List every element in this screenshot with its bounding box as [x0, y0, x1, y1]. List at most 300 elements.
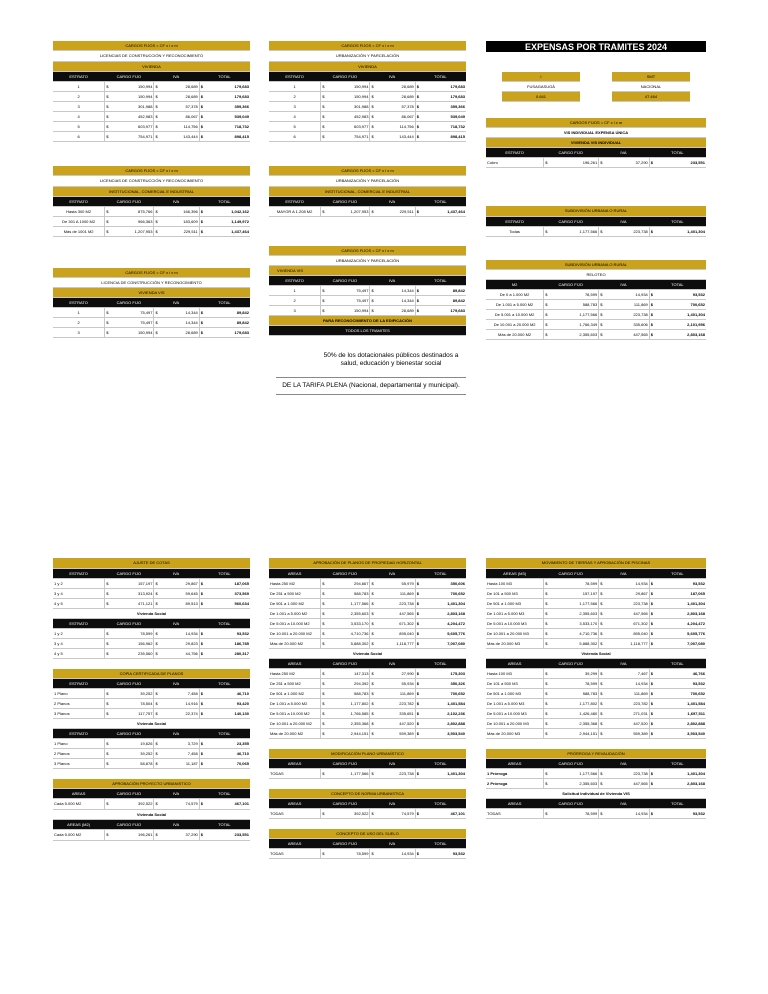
currency-symbol: $	[155, 801, 158, 806]
table-row	[269, 102, 466, 112]
cell-value: 14,934	[635, 291, 648, 297]
cell-cargo-fijo	[543, 729, 598, 738]
currency-symbol: $	[200, 83, 203, 89]
column-header-row	[269, 759, 466, 769]
cell-label: 2	[293, 297, 296, 303]
cell-value: 294,392	[354, 680, 369, 686]
currency-symbol: $	[200, 740, 203, 746]
column-header-iva: IVA	[389, 760, 396, 766]
currency-symbol: $	[200, 329, 203, 335]
cell-value: 700,652	[450, 690, 465, 696]
cell-iva	[369, 719, 414, 728]
cell-cargo-fijo	[104, 639, 153, 648]
column-header-total: TOTAL	[434, 198, 447, 204]
index-label-smt: SMT	[612, 72, 690, 82]
table-row	[53, 599, 250, 609]
currency-symbol: $	[600, 700, 603, 706]
currency-symbol: $	[600, 680, 603, 686]
table-row	[53, 699, 250, 709]
column-header-areas: AREAS	[507, 660, 522, 666]
band-urbanizacion-y-parcelacion	[269, 176, 466, 187]
cell-label: 3 y 4	[54, 640, 63, 646]
currency-symbol: $	[600, 159, 603, 165]
currency-symbol: $	[322, 123, 325, 129]
currency-symbol: $	[155, 600, 158, 606]
cell-value: 89,842	[236, 309, 249, 315]
currency-symbol: $	[155, 590, 158, 596]
index-name-nacional: NACIONAL	[612, 82, 690, 92]
table-row	[53, 82, 250, 92]
table-row	[53, 102, 250, 112]
cell-label: Más de 20.000 M2	[270, 730, 304, 736]
cell-label: De 1.001 a 5.000 M2	[495, 301, 534, 307]
cell-value: 898,415	[234, 133, 249, 139]
cell-iva	[153, 579, 198, 588]
currency-symbol: $	[650, 311, 654, 317]
cell-label: 5	[293, 123, 296, 129]
cell-value: 280,317	[234, 650, 249, 656]
cell-value: 157,197	[138, 580, 153, 586]
band-label: CARGOS FIJOS = CF x i x m	[125, 269, 178, 275]
cell-label: Más de 1001 M2	[63, 228, 94, 234]
column-header-total: TOTAL	[218, 299, 231, 305]
note-dotacionales: 50% de los dotacionales públicos destinados a salud, educación y bienestar social	[323, 352, 459, 368]
cell-cargo-fijo	[320, 599, 369, 608]
cell-value: 179,683	[450, 307, 465, 313]
band-urbanizacion-y-parcelacion	[269, 51, 466, 62]
currency-symbol: $	[650, 291, 654, 297]
currency-symbol: $	[155, 650, 158, 656]
cell-cargo-fijo	[543, 699, 598, 708]
cell-value: 93,532	[452, 850, 465, 856]
cell-value: 588,783	[582, 690, 598, 696]
cell-value: 143,444	[183, 133, 198, 139]
table-row	[269, 589, 466, 599]
cell-value: 1,177,802	[579, 700, 598, 706]
band-licencias-de-construccion-y-reconocimiento	[53, 176, 250, 187]
band-vivienda-vis	[269, 266, 466, 276]
cell-label: 1 Plano	[54, 740, 68, 746]
currency-symbol: $	[155, 740, 158, 746]
cell-total	[415, 639, 466, 648]
cell-total	[649, 609, 706, 618]
column-header-cargo-fijo: CARGO FIJO	[332, 660, 358, 666]
table-row	[53, 132, 250, 142]
cell-value: 1,697,511	[687, 710, 705, 716]
cell-value: 179,683	[234, 93, 249, 99]
cell-value: 301,988	[138, 103, 153, 109]
cell-label: 6	[293, 133, 296, 139]
cell-value: 78,599	[584, 291, 598, 297]
currency-symbol: $	[416, 810, 419, 816]
cell-iva	[153, 122, 198, 131]
currency-symbol: $	[155, 640, 158, 646]
currency-symbol: $	[200, 801, 203, 806]
currency-symbol: $	[371, 83, 374, 89]
cell-value: 754,971	[138, 133, 153, 139]
cell-total	[199, 759, 250, 768]
currency-symbol: $	[600, 590, 603, 596]
cell-value: 700,652	[690, 690, 705, 696]
band-urbanizacion-y-parcelacion	[269, 256, 466, 266]
table-row	[269, 92, 466, 102]
cell-total	[415, 102, 466, 111]
cell-label: 3	[293, 307, 296, 313]
cell-iva	[153, 709, 198, 718]
cell-cargo-fijo	[320, 609, 369, 618]
cell-label: Más de 20.000 M3	[487, 730, 521, 736]
cell-value: 2,355,368	[579, 720, 598, 726]
currency-symbol: $	[650, 590, 654, 596]
currency-symbol: $	[322, 710, 325, 716]
cell-cargo-fijo	[543, 158, 598, 167]
band-cargos-fijos-cf-x-i-x-m	[269, 246, 466, 256]
cell-iva	[598, 719, 649, 728]
currency-symbol: $	[106, 228, 109, 234]
currency-symbol: $	[416, 620, 419, 626]
cell-total	[415, 132, 466, 141]
cell-value: 1,207,953	[350, 208, 369, 214]
currency-symbol: $	[322, 700, 325, 706]
currency-symbol: $	[155, 690, 158, 696]
currency-symbol: $	[371, 610, 374, 616]
currency-symbol: $	[106, 600, 109, 606]
cell-value: 143,444	[399, 133, 414, 139]
cell-label: De 1.001 a 5.000 M2	[270, 610, 308, 616]
cell-label: 3 y 4	[54, 590, 63, 596]
cell-value: 700,652	[690, 301, 705, 307]
cell-label: Más de 20.000 M2	[270, 640, 304, 646]
band-todos-los-tramites	[269, 326, 466, 336]
cell-value: 2,355,368	[350, 720, 369, 726]
cell-value: 93,532	[692, 291, 705, 297]
table-row	[486, 639, 706, 649]
cell-label: Hasta 300 M2	[66, 208, 92, 214]
cell-cargo-fijo	[104, 132, 153, 141]
cell-value: 28,689	[185, 83, 198, 89]
cell-total	[199, 749, 250, 758]
cell-total	[199, 579, 250, 588]
cell-cargo-fijo	[104, 92, 153, 101]
cell-label: De 5.001 a 10.000 M3	[487, 620, 527, 626]
currency-symbol: $	[545, 700, 548, 706]
cell-value: 700,652	[450, 590, 465, 596]
table-row	[53, 739, 250, 749]
cell-value: 93,532	[692, 680, 705, 686]
cell-label: Cada 5.000 M2	[54, 801, 82, 806]
currency-symbol: $	[322, 83, 325, 89]
column-header-total: TOTAL	[218, 790, 231, 796]
cell-value: 1,177,566	[350, 600, 369, 606]
table-row	[486, 689, 706, 699]
currency-symbol: $	[200, 319, 203, 325]
band-label: CARGOS FIJOS = CF x i x m	[125, 42, 178, 48]
cell-value: 196,261	[138, 832, 153, 837]
cell-value: 58,878	[140, 760, 153, 766]
currency-symbol: $	[371, 123, 374, 129]
cell-value: 223,738	[633, 600, 648, 606]
cell-value: 157,197	[582, 590, 598, 596]
table-row	[269, 306, 466, 316]
column-header-total: TOTAL	[434, 277, 447, 283]
cell-value: 2,101,956	[687, 321, 705, 327]
column-header-estrato: ESTRATO	[69, 730, 88, 736]
column-header-row	[269, 197, 466, 207]
currency-symbol: $	[650, 810, 654, 816]
band-label: LICENCIA DE CONSTRUCCIÓN Y RECONOCIMIENTO	[101, 279, 202, 285]
currency-symbol: $	[322, 730, 325, 736]
cell-cargo-fijo	[320, 699, 369, 708]
cell-label: 2 Planos	[54, 700, 70, 706]
column-header-cargo-fijo: CARGO FIJO	[116, 620, 142, 626]
column-header-total: TOTAL	[671, 281, 684, 287]
cell-total	[649, 719, 706, 728]
table-row	[269, 769, 466, 779]
band-licencia-de-construccion-y-reconocimiento	[53, 278, 250, 288]
table-row	[486, 619, 706, 629]
cell-value: 2,355,603	[579, 610, 598, 616]
band-label: VIS INDIVIDUAL EXPENSA ÚNICA	[563, 129, 629, 135]
cell-cargo-fijo	[104, 102, 153, 111]
currency-symbol: $	[416, 720, 419, 726]
cell-cargo-fijo	[104, 599, 153, 608]
cell-label: 1	[293, 287, 296, 293]
band-label: Vivienda Social	[136, 610, 167, 616]
spacer	[269, 739, 466, 749]
column-header-cargo-fijo: CARGO FIJO	[332, 570, 358, 576]
column-header-row	[269, 569, 466, 579]
cell-total	[415, 296, 466, 305]
table-row	[269, 132, 466, 142]
cell-iva	[153, 749, 198, 758]
cell-value: 70,065	[236, 760, 249, 766]
column-header-total: TOTAL	[671, 570, 684, 576]
band-vivienda-social	[269, 649, 466, 659]
cell-cargo-fijo	[320, 122, 369, 131]
cell-total	[199, 799, 250, 809]
currency-symbol: $	[200, 760, 203, 766]
currency-symbol: $	[371, 690, 374, 696]
currency-symbol: $	[600, 640, 603, 646]
cell-value: 150,994	[354, 307, 369, 313]
cell-iva	[369, 579, 414, 588]
cell-value: 2,355,603	[350, 610, 369, 616]
cell-cargo-fijo	[543, 599, 598, 608]
cell-value: 2,803,168	[447, 610, 465, 616]
cell-value: 39,252	[140, 690, 153, 696]
column-header-iva: IVA	[620, 281, 627, 287]
band-subdivision-urbana-o-rural	[486, 260, 706, 270]
cell-cargo-fijo	[104, 328, 153, 337]
column-header-row	[486, 217, 706, 227]
cell-cargo-fijo	[320, 286, 369, 295]
column-header-iva: IVA	[620, 218, 627, 224]
cell-total	[415, 207, 466, 216]
cell-iva	[598, 769, 649, 778]
cell-value: 117,757	[138, 710, 153, 716]
cell-value: 1,426,480	[579, 710, 598, 716]
cell-cargo-fijo	[543, 589, 598, 598]
currency-symbol: $	[371, 307, 374, 313]
cell-value: 895,040	[399, 630, 414, 636]
cell-label: Más de 20.000 M2	[498, 331, 532, 337]
cell-label: De 5.001 a 10.000 M2	[270, 620, 310, 626]
currency-symbol: $	[416, 83, 419, 89]
cell-value: 75,497	[140, 319, 153, 325]
currency-symbol: $	[106, 319, 109, 325]
column-header-iva: IVA	[620, 760, 627, 766]
cell-value: 14,934	[635, 580, 648, 586]
cell-value: 150,994	[138, 93, 153, 99]
currency-symbol: $	[106, 103, 109, 109]
cell-iva	[598, 679, 649, 688]
currency-symbol: $	[322, 297, 325, 303]
cell-iva	[153, 102, 198, 111]
cell-iva	[369, 809, 414, 818]
currency-symbol: $	[200, 208, 203, 214]
cell-value: 14,344	[185, 319, 198, 325]
cell-total	[649, 310, 706, 319]
currency-symbol: $	[545, 580, 548, 586]
currency-symbol: $	[371, 297, 374, 303]
band-vis-individual-expensa-unica	[486, 128, 706, 138]
cell-value: 2,944,151	[350, 730, 369, 736]
band-label: CARGOS FIJOS = CF x i x m	[341, 247, 394, 253]
cell-iva	[598, 320, 649, 329]
currency-symbol: $	[371, 630, 374, 636]
table-row	[269, 679, 466, 689]
cell-total	[199, 112, 250, 121]
column-header-areas: AREAS	[287, 760, 302, 766]
column-header-iva: IVA	[620, 800, 627, 806]
cell-value: 140,130	[234, 710, 249, 716]
cell-value: 233,551	[690, 159, 705, 165]
column-header-row	[53, 197, 250, 207]
currency-symbol: $	[322, 770, 325, 776]
column-header-iva: IVA	[389, 840, 396, 846]
currency-symbol: $	[545, 780, 548, 786]
band-para-reconocimiento-de-la-edificacion	[269, 316, 466, 326]
currency-symbol: $	[155, 103, 158, 109]
column-header-row	[53, 679, 250, 689]
band-aprobacion-proyecto-urbanistico	[53, 779, 250, 789]
cell-value: 14,344	[401, 297, 414, 303]
table-row	[269, 207, 466, 217]
column-header-row	[486, 759, 706, 769]
cell-value: 89,513	[185, 600, 198, 606]
band-institucional-comercial-e-industrial	[269, 187, 466, 197]
currency-symbol: $	[600, 311, 603, 317]
currency-symbol: $	[416, 600, 419, 606]
cell-value: 447,565	[633, 331, 648, 337]
band-label: CARGOS FIJOS = CF x i x m	[569, 119, 623, 125]
cell-value: 559,389	[399, 730, 414, 736]
cell-total	[415, 599, 466, 608]
column-header-estrato: ESTRATO	[285, 198, 304, 204]
currency-symbol: $	[322, 590, 325, 596]
cell-iva	[598, 809, 649, 818]
cell-value: 5,888,302	[579, 640, 598, 646]
table-row	[53, 92, 250, 102]
cell-iva	[153, 589, 198, 598]
currency-symbol: $	[322, 630, 325, 636]
currency-symbol: $	[322, 680, 325, 686]
band-label: CARGOS FIJOS = CF x i x m	[341, 167, 394, 173]
cell-total	[199, 699, 250, 708]
cell-value: 223,782	[399, 700, 414, 706]
cell-value: 229,511	[399, 208, 414, 214]
cell-iva	[153, 207, 198, 216]
spacer	[269, 779, 466, 789]
cell-iva	[369, 689, 414, 698]
currency-symbol: $	[200, 630, 203, 636]
currency-symbol: $	[106, 309, 109, 315]
cell-value: 3,503,540	[447, 730, 465, 736]
cell-cargo-fijo	[104, 689, 153, 698]
cell-iva	[369, 306, 414, 315]
currency-symbol: $	[106, 640, 109, 646]
column-header-iva: IVA	[389, 800, 396, 806]
column-header-cargo-fijo: CARGO FIJO	[332, 840, 358, 846]
cell-value: 111,869	[399, 690, 414, 696]
column-header-row	[53, 569, 250, 579]
band-label: Vivienda Social	[352, 650, 383, 656]
cell-value: 14,934	[401, 850, 414, 856]
cell-value: 1,437,464	[447, 208, 465, 214]
tariff-table-s11	[486, 558, 706, 819]
cell-value: 28,689	[401, 93, 414, 99]
table-row	[486, 779, 706, 789]
cell-label: De 10.001 a 20.000 M2	[493, 321, 536, 327]
cell-value: 19,626	[140, 740, 153, 746]
currency-symbol: $	[650, 331, 654, 337]
cell-total	[199, 227, 250, 236]
column-header-cargo-fijo: CARGO FIJO	[116, 821, 142, 827]
cell-value: 179,683	[234, 83, 249, 89]
cell-value: 23,355	[236, 740, 249, 746]
currency-symbol: $	[155, 113, 158, 119]
cell-cargo-fijo	[543, 719, 598, 728]
cell-value: 14,934	[185, 630, 198, 636]
cell-value: 235,560	[138, 650, 153, 656]
cell-cargo-fijo	[104, 699, 153, 708]
cell-cargo-fijo	[320, 112, 369, 121]
currency-symbol: $	[545, 331, 548, 337]
cell-value: 14,344	[401, 287, 414, 293]
cell-total	[649, 227, 706, 236]
cell-value: 39,252	[140, 750, 153, 756]
cell-value: 3,729	[187, 740, 198, 746]
currency-symbol: $	[416, 93, 419, 99]
currency-symbol: $	[600, 810, 603, 816]
currency-symbol: $	[600, 228, 603, 234]
cell-label: De 10.001 a 20.000 M2	[270, 720, 312, 726]
currency-symbol: $	[106, 690, 109, 696]
cell-total	[199, 689, 250, 698]
cell-value: 11,187	[185, 760, 198, 766]
cell-value: 471,121	[138, 600, 153, 606]
column-header-estrato: ESTRATO	[285, 73, 304, 79]
currency-symbol: $	[106, 750, 109, 756]
column-header-m2: M2	[511, 281, 518, 287]
currency-symbol: $	[416, 297, 419, 303]
cell-total	[415, 629, 466, 638]
currency-symbol: $	[545, 810, 548, 816]
column-header-cargo-fijo: CARGO FIJO	[558, 281, 583, 287]
cell-cargo-fijo	[543, 227, 598, 236]
column-header-total: TOTAL	[218, 680, 231, 686]
cell-value: 86,067	[401, 113, 414, 119]
